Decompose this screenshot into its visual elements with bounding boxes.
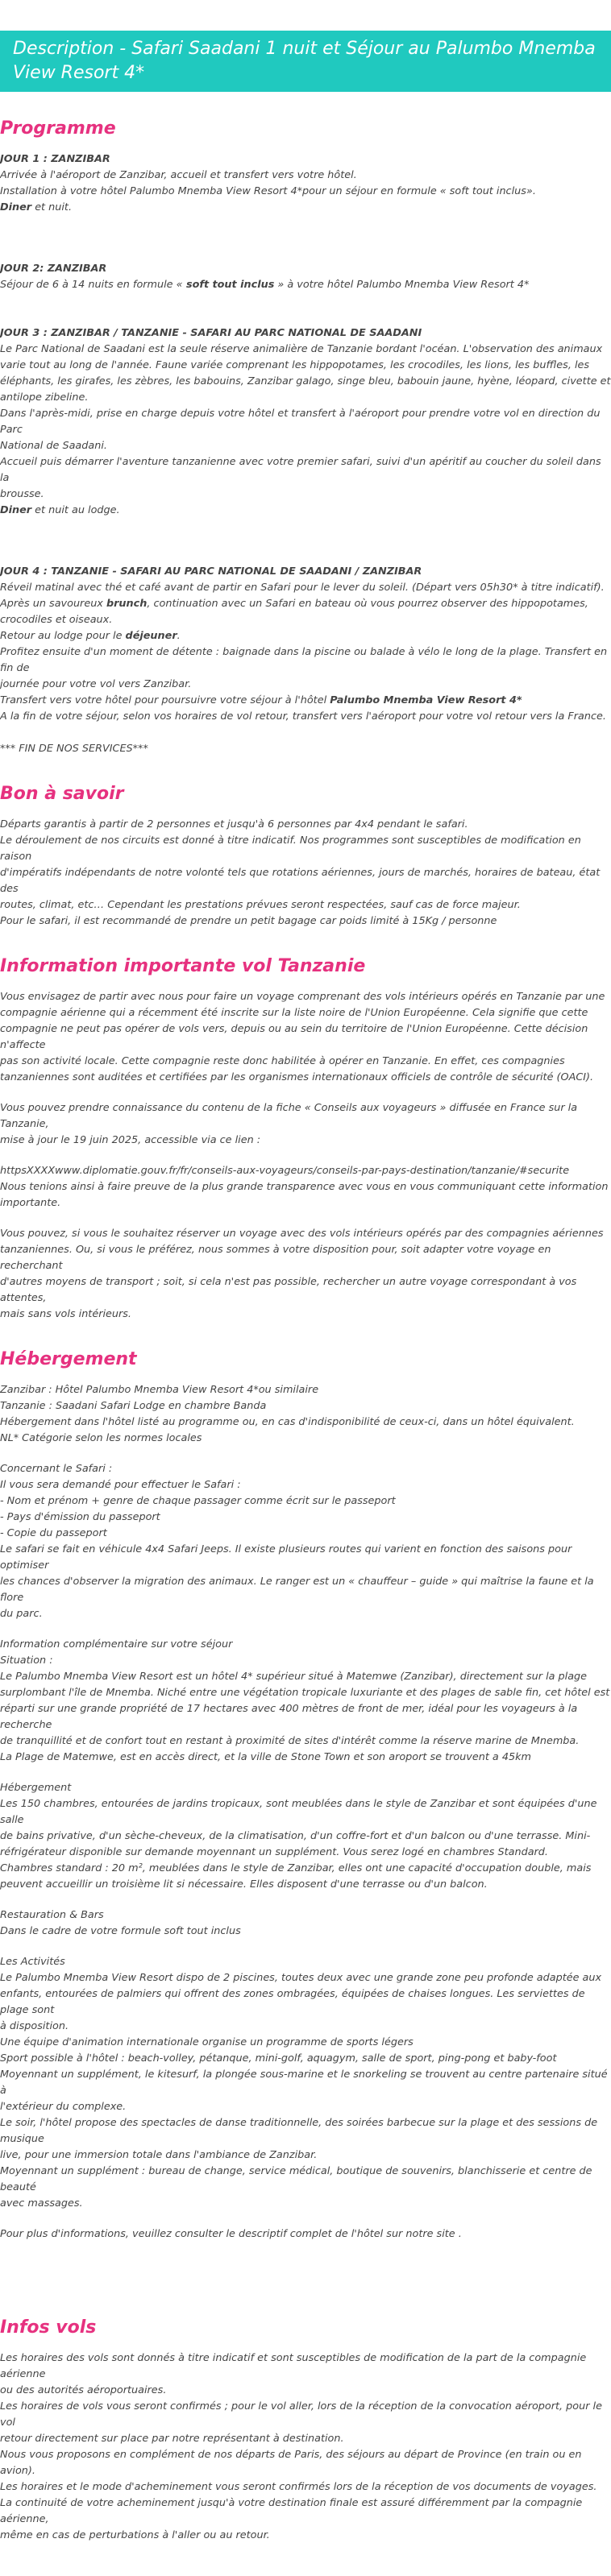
day4-line: [0, 628, 611, 644]
heb-line: Restauration & Bars: [0, 1909, 104, 1921]
vols-line: Les horaires des vols sont donnés à titre indicatif et sont susceptibles de modification de la part de la compagnie aérienne: [0, 2352, 587, 2380]
day3-line: brousse.: [0, 488, 44, 500]
day1-diner-text: et nuit.: [35, 201, 73, 213]
heb-line: Une équipe d'animation internationale organise un programme de sports légers: [0, 2036, 414, 2048]
programme-section: [0, 151, 611, 757]
vols-line: La continuité de votre acheminement jusqu'à votre destination finale est assuré différemment par la compagnie aérienne,: [0, 2497, 583, 2525]
heb-line: La Plage de Matemwe, est en accès direct, et la ville de Stone Town et son aroport se trouvent a 45km: [0, 1751, 531, 1763]
info-line: pas son activité locale. Cette compagnie reste donc habilitée à opérer en Tanzanie. En effet, ces compagnies: [0, 1055, 565, 1067]
heb-line: Hébergement: [0, 1782, 72, 1794]
document-page: [0, 31, 611, 2576]
day4-line: [0, 596, 611, 612]
heb-line: NL* Catégorie selon les normes locales: [0, 1432, 202, 1444]
vols-heading: Infos vols: [0, 2317, 97, 2338]
day4-hotel: Palumbo Mnemba View Resort 4*: [330, 694, 522, 706]
day3-line: Accueil puis démarrer l'aventure tanzanienne avec votre premier safari, suivi d'un apéritif au coucher du soleil dans la: [0, 456, 601, 484]
info-heading: Information importante vol Tanzanie: [0, 956, 366, 976]
heb-line: - Pays d'émission du passeport: [0, 1511, 160, 1523]
day4-line: crocodiles et oiseaux.: [0, 614, 113, 626]
day3-line: éléphants, les girafes, les zèbres, les babouins, Zanzibar galago, singe bleu, babouin jaune, hyène, léopard, civette et: [0, 375, 611, 387]
info-line: importante.: [0, 1197, 61, 1209]
heb-line: réfrigérateur disponible sur demande moyennant un supplément. Vous serez logé en chambres Standard.: [0, 1846, 548, 1858]
day4-line: Réveil matinal avec thé et café avant de partir en Safari pour le lever du soleil. (Départ vers 05h30* à titre indicatif).: [0, 582, 605, 594]
title-line-2: View Resort 4*: [13, 63, 145, 83]
day3-line: varie tout au long de l'année. Faune variée comprenant les hippopotames, les crocodiles, les lions, les buffles, les: [0, 359, 590, 371]
heb-p3: Information complémentaire sur votre séjour: [0, 1638, 233, 1650]
heb-line: Le Palumbo Mnemba View Resort dispo de 2 piscines, toutes deux avec une grande zone peu profonde adaptée aux: [0, 1972, 602, 1984]
day4-line: Profitez ensuite d'un moment de détente : baignade dans la piscine ou balade à vélo le long de la plage. Transfert en fin de: [0, 646, 608, 674]
day2-bold: soft tout inclus: [182, 279, 275, 291]
info-section: [0, 989, 611, 1323]
heb-p1: [0, 1382, 611, 1447]
vols-line: même en cas de perturbations à l'aller ou au retour.: [0, 2529, 270, 2541]
day3-line: National de Saadani.: [0, 440, 107, 452]
day3-line: [0, 503, 611, 519]
heb-line: avec massages.: [0, 2197, 83, 2209]
title-line-1: Description - Safari Saadani 1 nuit et Séjour au Palumbo Mnemba: [13, 39, 596, 59]
day1-diner: Diner: [0, 201, 32, 213]
heb-line: Le safari se fait en véhicule 4x4 Safari Jeeps. Il existe plusieurs routes qui varient en fonction des saisons pour optimiser: [0, 1543, 572, 1572]
day4-line: journée pour votre vol vers Zanzibar.: [0, 678, 192, 690]
heb-line: Les Activités: [0, 1956, 65, 1968]
info-line: d'autres moyens de transport ; soit, si cela n'est pas possible, rechercher un autre voyage correspondant à vos attentes,: [0, 1276, 577, 1304]
day1-title: JOUR 1 : ZANZIBAR: [0, 153, 110, 165]
vols-section: [0, 2350, 611, 2544]
heb-line: - Copie du passeport: [0, 1527, 107, 1539]
day2-line: [0, 277, 611, 293]
heb-p8: Pour plus d'informations, veuillez consulter le descriptif complet de l'hôtel sur notre site .: [0, 2228, 462, 2240]
info-line: Nous tenions ainsi à faire preuve de la plus grande transparence avec vous en vous communiquant cette information: [0, 1181, 609, 1193]
day3-line: Dans l'après-midi, prise en charge depuis votre hôtel et transfert à l'aéroport pour prendre votre vol en direction du Parc: [0, 408, 601, 436]
heb-line: Moyennant un supplément : bureau de change, service médical, boutique de souvenirs, blanchisserie et centre de beauté: [0, 2165, 592, 2193]
day3-diner-text: et nuit au lodge.: [31, 504, 120, 516]
heb-p5: [0, 1780, 611, 1893]
day3-title: JOUR 3 : ZANZIBAR / TANZANIE - SAFARI AU PARC NATIONAL DE SAADANI: [0, 327, 422, 339]
heb-line: réparti sur une grande propriété de 17 hectares avec 400 mètres de front de mer, idéal pour les voyageurs à la recherche: [0, 1703, 578, 1731]
day4-dejeuner: déjeuner: [125, 630, 177, 642]
page-title: [0, 31, 611, 92]
heb-p2: [0, 1461, 611, 1622]
heb-line: Dans le cadre de votre formule soft tout inclus: [0, 1925, 241, 1937]
day4-l4-pre: Retour au lodge pour le: [0, 630, 126, 642]
heb-line: surplombant l'île de Mnemba. Niché entre une végétation tropicale luxuriante et des plages de sable fin, cet hôtel est: [0, 1687, 610, 1699]
info-p3: [0, 1179, 611, 1211]
programme-heading: Programme: [0, 118, 116, 139]
heb-line: de tranquillité et de confort tout en restant à proximité de sites d'intérêt comme la réserve marine de Mnemba.: [0, 1735, 580, 1747]
heb-line: live, pour une immersion totale dans l'ambiance de Zanzibar.: [0, 2149, 318, 2161]
day2-post: » à votre hôtel Palumbo Mnemba View Resort 4*: [274, 279, 530, 291]
info-line: tanzaniennes. Ou, si vous le préférez, nous sommes à votre disposition pour, soit adapter votre voyage en recherchant: [0, 1244, 551, 1272]
day4-l2-post: , continuation avec un Safari en bateau où vous pourrez observer des hippopotames,: [147, 598, 588, 610]
heb-line: Le soir, l'hôtel propose des spectacles de danse traditionnelle, des soirées barbecue sur la plage et des sessions de musique: [0, 2117, 598, 2145]
vols-line: ou des autorités aéroportuaires.: [0, 2384, 167, 2396]
heb-line: Concernant le Safari :: [0, 1463, 113, 1475]
heb-line: du parc.: [0, 1608, 43, 1620]
day3-diner: Diner: [0, 504, 32, 516]
bon-line: Le déroulement de nos circuits est donné à titre indicatif. Nos programmes sont susceptibles de modification en raison: [0, 835, 581, 863]
vols-line: Les horaires et le mode d'acheminement vous seront confirmés lors de la réception de vos documents de voyages.: [0, 2481, 597, 2493]
info-line: compagnie aérienne qui a récemment été inscrite sur la liste noire de l'Union Européenne. Cela signifie que cette: [0, 1007, 588, 1019]
heb-line: Le Palumbo Mnemba View Resort est un hôtel 4* supérieur situé à Matemwe (Zanzibar), directement sur la plage: [0, 1671, 588, 1683]
vols-line: retour directement sur place par notre représentant à destination.: [0, 2433, 344, 2445]
heb-line: Les 150 chambres, entourées de jardins tropicaux, sont meublées dans le style de Zanzibar et sont équipées d'une salle: [0, 1798, 597, 1826]
bon-line: routes, climat, etc… Cependant les prestations prévues seront respectées, sauf cas de force majeur.: [0, 899, 521, 911]
heb-heading: Hébergement: [0, 1349, 137, 1369]
vols-line: Les horaires de vols vous seront confirmés ; pour le vol aller, lors de la réception de la convocation aéroport, pour le vol: [0, 2400, 602, 2429]
heb-line: enfants, entourées de palmiers qui offrent des zones ombragées, équipées de chaises longues. Les serviettes de plage sont: [0, 1988, 585, 2016]
bon-section: [0, 817, 611, 930]
heb-line: l'extérieur du complexe.: [0, 2101, 127, 2113]
heb-line: - Nom et prénom + genre de chaque passager comme écrit sur le passeport: [0, 1495, 396, 1507]
heb-line: Moyennant un supplément, le kitesurf, la plongée sous-marine et le snorkeling se trouvent au centre partenaire situé à: [0, 2069, 608, 2097]
bon-heading: Bon à savoir: [0, 784, 124, 804]
bon-p1: Départs garantis à partir de 2 personnes et jusqu'à 6 personnes par 4x4 pendant le safari.: [0, 818, 468, 830]
info-p1: [0, 989, 611, 1086]
day4-l7-pre: Transfert vers votre hôtel pour poursuivre votre séjour à l'hôtel: [0, 694, 330, 706]
day4-brunch: brunch: [106, 598, 148, 610]
day2-title: JOUR 2: ZANZIBAR: [0, 263, 107, 275]
info-line: mais sans vols intérieurs.: [0, 1308, 131, 1320]
info-line: mise à jour le 19 juin 2025, accessible via ce lien :: [0, 1134, 261, 1146]
info-line: Vous envisagez de partir avec nous pour faire un voyage comprenant des vols intérieurs opérés en Tanzanie par une: [0, 991, 605, 1003]
day4-l2-pre: Après un savoureux: [0, 598, 106, 610]
heb-line: de bains privative, d'un sèche-cheveux, de la climatisation, d'un coffre-fort et d'un balcon ou d'une terrasse. Mini-: [0, 1830, 591, 1842]
day1-line: [0, 200, 611, 216]
heb-line: à disposition.: [0, 2020, 69, 2032]
day1-line: Arrivée à l'aéroport de Zanzibar, accueil et transfert vers votre hôtel.: [0, 169, 357, 181]
info-line: tanzaniennes sont auditées et certifiées par les organismes internationaux officiels de contrôle de sécurité (OACI).: [0, 1071, 594, 1083]
heb-line: Situation :: [0, 1655, 53, 1667]
heb-section: [0, 1382, 611, 2243]
day4-line: [0, 693, 611, 709]
vols-line: Nous vous proposons en complément de nos départs de Paris, des séjours au départ de Province (en train ou en avion).: [0, 2449, 582, 2477]
heb-line: Hébergement dans l'hôtel listé au programme ou, en cas d'indisponibilité de ceux-ci, dans un hôtel équivalent.: [0, 1416, 575, 1428]
day4-title: JOUR 4 : TANZANIE - SAFARI AU PARC NATIONAL DE SAADANI / ZANZIBAR: [0, 565, 422, 578]
info-line: Vous pouvez, si vous le souhaitez réserver un voyage avec des vols intérieurs opérés par des compagnies aériennes: [0, 1228, 604, 1240]
day4-line: A la fin de votre séjour, selon vos horaires de vol retour, transfert vers l'aéroport pour votre vol retour vers la France.: [0, 710, 606, 723]
heb-line: Zanzibar : Hôtel Palumbo Mnemba View Resort 4*ou similaire: [0, 1384, 319, 1396]
info-p2: [0, 1100, 611, 1149]
heb-line: Chambres standard : 20 m², meublées dans le style de Zanzibar, elles ont une capacité d'occupation double, mais: [0, 1862, 592, 1874]
heb-line: Sport possible à l'hôtel : beach-volley, pétanque, mini-golf, aquagym, salle de sport, ping-pong et baby-foot: [0, 2052, 557, 2065]
heb-p4: [0, 1653, 611, 1766]
bon-line: Pour le safari, il est recommandé de prendre un petit bagage car poids limité à 15Kg / personne: [0, 915, 497, 927]
day4-l4-post: .: [177, 630, 181, 642]
day2-pre: Séjour de 6 à 14 nuits en formule «: [0, 279, 183, 291]
bon-line: d'impératifs indépendants de notre volonté tels que rotations aériennes, jours de marchés, horaires de bateau, état des: [0, 867, 601, 895]
heb-line: Tanzanie : Saadani Safari Lodge en chambre Banda: [0, 1400, 267, 1412]
info-p4: [0, 1226, 611, 1323]
heb-p7: [0, 1954, 611, 2212]
day3-line: Le Parc National de Saadani est la seule réserve animalière de Tanzanie bordant l'océan. L'observation des animaux: [0, 343, 603, 355]
heb-line: les chances d'observer la migration des animaux. Le ranger est un « chauffeur – guide » qui maîtrise la faune et la flore: [0, 1576, 594, 1604]
heb-line: Il vous sera demandé pour effectuer le Safari :: [0, 1479, 241, 1491]
info-line: compagnie ne peut pas opérer de vols vers, depuis ou au sein du territoire de l'Union Européenne. Cette décision n'affecte: [0, 1023, 588, 1051]
bon-p2: [0, 833, 611, 930]
day3-line: antilope zibeline.: [0, 391, 89, 404]
end-of-services: *** FIN DE NOS SERVICES***: [0, 743, 148, 755]
heb-p6: [0, 1907, 611, 1940]
info-line: Vous pouvez prendre connaissance du contenu de la fiche « Conseils aux voyageurs » diffusée en France sur la Tanzanie,: [0, 1102, 578, 1130]
info-link[interactable]: httpsXXXXwww.diplomatie.gouv.fr/fr/conseils-aux-voyageurs/conseils-par-pays-destination/tanzanie/#securite: [0, 1165, 570, 1177]
day1-line: Installation à votre hôtel Palumbo Mnemba View Resort 4*pour un séjour en formule « soft tout inclus».: [0, 185, 536, 197]
heb-line: peuvent accueillir un troisième lit si nécessaire. Elles disposent d'une terrasse ou d'un balcon.: [0, 1878, 488, 1891]
